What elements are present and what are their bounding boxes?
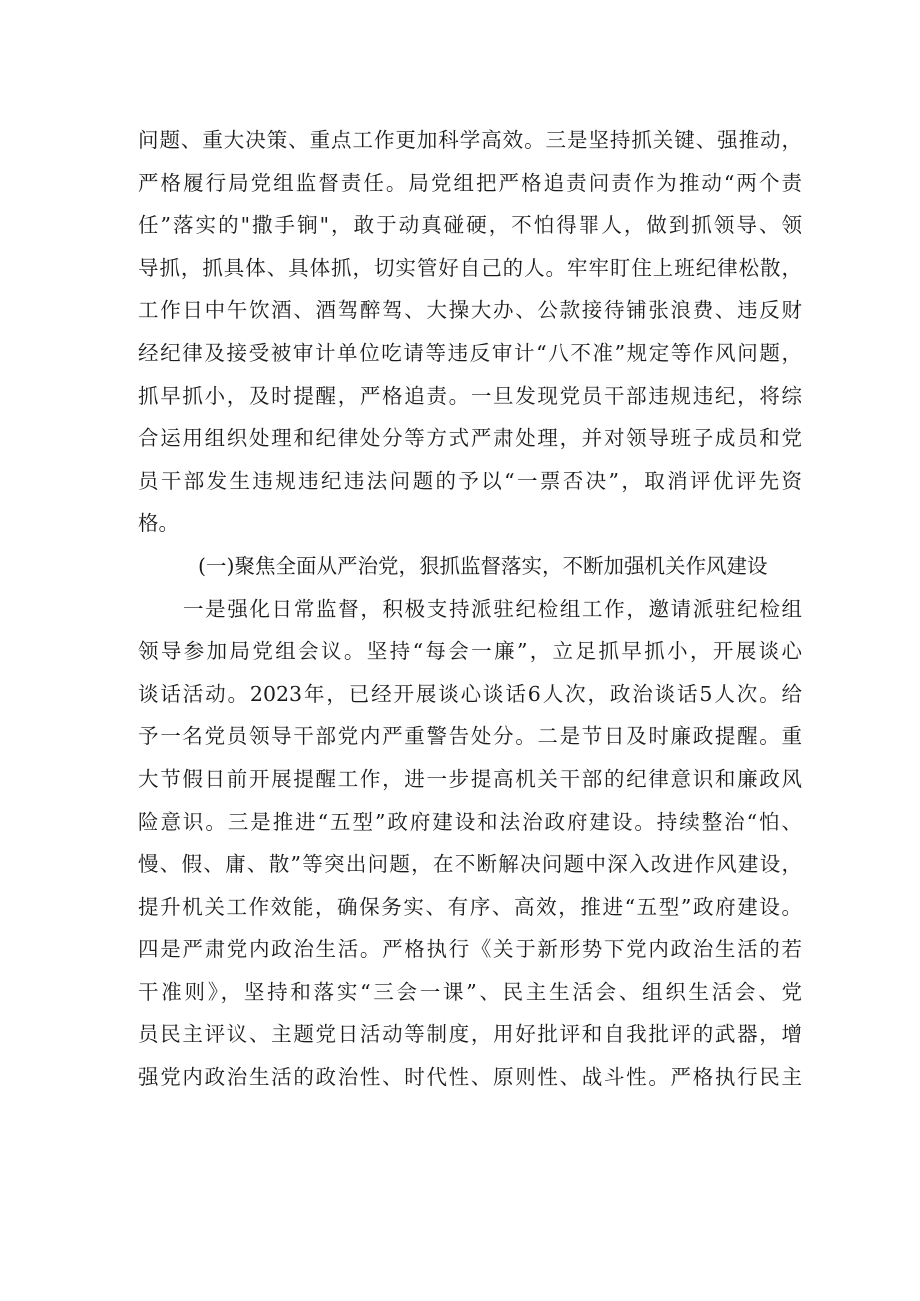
text-line: 慢、假、庸、散”等突出问题，在不断解决问题中深入改进作风建设， — [138, 852, 802, 877]
text-line: 提升机关工作效能，确保务实、有序、高效，推进“五型”政府建设。 — [138, 894, 802, 919]
text-line: 大节假日前开展提醒工作，进一步提高机关干部的纪律意识和廉政风 — [138, 766, 802, 791]
text-line: 抓早抓小，及时提醒，严格追责。一旦发现党员干部违规违纪，将综 — [138, 383, 802, 408]
text-line: 严格履行局党组监督责任。局党组把严格追责问责作为推动“两个责 — [138, 170, 802, 195]
paragraph-2 — [138, 588, 802, 1099]
text-line: 员干部发生违规违纪违法问题的予以“一票否决”，取消评优评先资 — [138, 468, 802, 493]
text-line: 领导参加局党组会议。坚持“每会一廉”，立足抓早抓小，开展谈心 — [138, 639, 802, 664]
text-line: 予一名党员领导干部党内严重警告处分。二是节日及时廉政提醒。重 — [138, 724, 802, 749]
text-line: 工作日中午饮酒、酒驾醉驾、大操大办、公款接待铺张浪费、违反财 — [138, 298, 802, 323]
text-line: 干准则》，坚持和落实“三会一课”、民主生活会、组织生活会、党 — [138, 979, 802, 1004]
text-line: 谈话活动。2023年，已经开展谈心谈话6人次，政治谈话5人次。给 — [138, 681, 802, 706]
text-line: 四是严肃党内政治生活。严格执行《关于新形势下党内政治生活的若 — [138, 937, 802, 962]
paragraph-1 — [138, 119, 802, 545]
text-line: 强党内政治生活的政治性、时代性、原则性、战斗性。严格执行民主 — [138, 1065, 802, 1090]
text-line: 任”落实的"撒手锏"，敢于动真碰硬，不怕得罪人，做到抓领导、领 — [138, 213, 802, 238]
text-line: 格。 — [138, 511, 179, 536]
text-line: 经纪律及接受被审计单位吃请等违反审计“八不准”规定等作风问题， — [138, 340, 802, 365]
section-heading: (一)聚焦全面从严治党，狠抓监督落实，不断加强机关作风建设 — [198, 553, 768, 578]
text-line: 问题、重大决策、重点工作更加科学高效。三是坚持抓关键、强推动， — [138, 128, 802, 152]
text-line: 一是强化日常监督，积极支持派驻纪检组工作，邀请派驻纪检组 — [183, 596, 802, 621]
document-body — [138, 119, 802, 1099]
text-line: 合运用组织处理和纪律处分等方式严肃处理，并对领导班子成员和党 — [138, 426, 802, 451]
text-line: 险意识。三是推进“五型”政府建设和法治政府建设。持续整治“怕、 — [138, 809, 802, 834]
text-line: 员民主评议、主题党日活动等制度，用好批评和自我批评的武器，增 — [138, 1022, 802, 1047]
text-line: 导抓，抓具体、具体抓，切实管好自己的人。牢牢盯住上班纪律松散， — [138, 255, 802, 280]
